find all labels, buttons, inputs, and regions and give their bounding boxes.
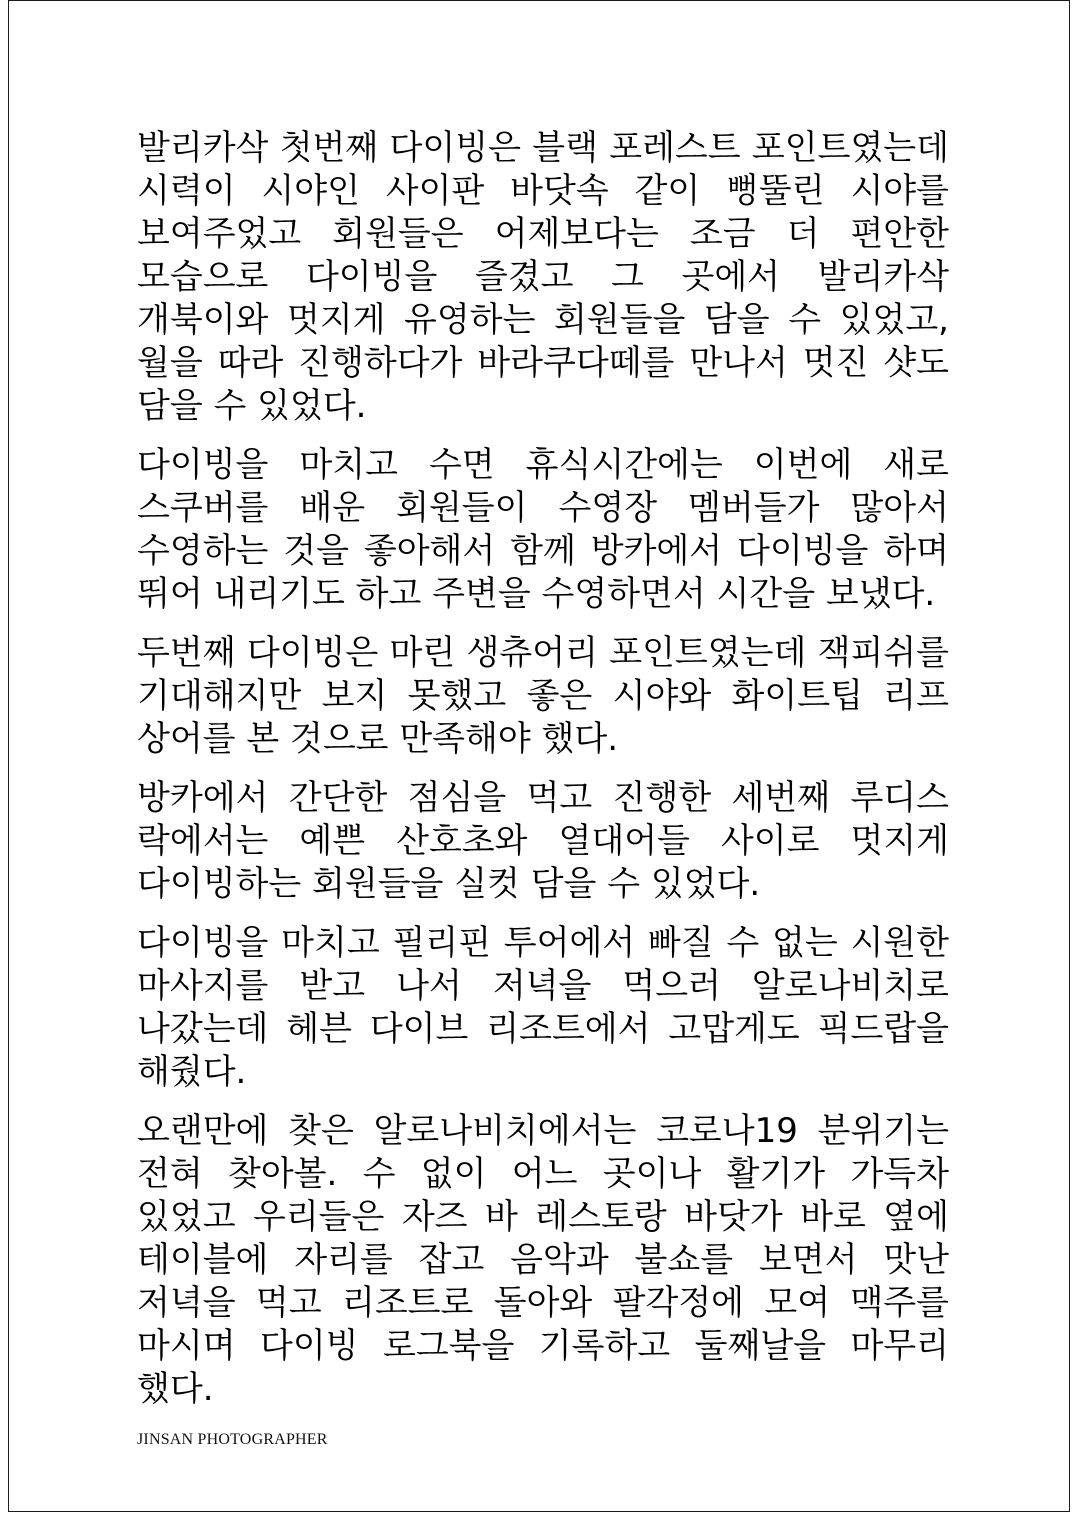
paragraph-3: 두번째 다이빙은 마린 생츄어리 포인트였는데 잭피쉬를 기대해지만 보지 못했고 좋은 시야와 화이트팁 리프 상어를 본 것으로 만족해야 했다.: [137, 633, 949, 759]
paragraph-4: 방카에서 간단한 점심을 먹고 진행한 세번째 루디스 락에서는 예쁜 산호초와 열대어들 사이로 멋지게 다이빙하는 회원들을 실컷 담을 수 있었다.: [137, 778, 949, 904]
paragraph-6: 오랜만에 찾은 알로나비치에서는 코로나19 분위기는 전혀 찾아볼. 수 없이 어느 곳이나 활기가 가득차 있었고 우리들은 자즈 바 레스토랑 바닷가 바로 옆에 테이블에 자리를 잡고 음악과 불쇼를 보면서 맛난 저녁을 먹고 리조트로 돌아와 팔각정에 모여 맥주를 마시며 다이빙 로그북을 기록하고 둘째날을 마무리 했다.: [137, 1111, 949, 1409]
paragraph-1: 발리카삭 첫번째 다이빙은 블랙 포레스트 포인트였는데 시력이 시야인 사이판 바닷속 같이 뻥뚤린 시야를 보여주었고 회원들은 어제보다는 조금 더 편안한 모습으로 다이빙을 즐겼고 그 곳에서 발리카삭 개북이와 멋지게 유영하는 회원들을 담을 수 있었고, 월을 따라 진행하다가 바라쿠다떼를 만나서 멋진 샷도 담을 수 있었다.: [137, 128, 949, 426]
paragraph-2: 다이빙을 마치고 수면 휴식시간에는 이번에 새로 스쿠버를 배운 회원들이 수영장 멤버들가 많아서 수영하는 것을 좋아해서 함께 방카에서 다이빙을 하며 뛰어 내리기도 하고 주변을 수영하면서 시간을 보냈다.: [137, 445, 949, 614]
paragraph-5: 다이빙을 마치고 필리핀 투어에서 빠질 수 없는 시원한 마사지를 받고 나서 저녁을 먹으러 알로나비치로 나갔는데 헤븐 다이브 리조트에서 고맙게도 픽드랍을 해줬다.: [137, 923, 949, 1092]
body-text: [137, 127, 949, 1427]
document-page: [8, 0, 1070, 1512]
footer-credit: JINSAN PHOTOGRAPHER: [137, 1431, 328, 1448]
